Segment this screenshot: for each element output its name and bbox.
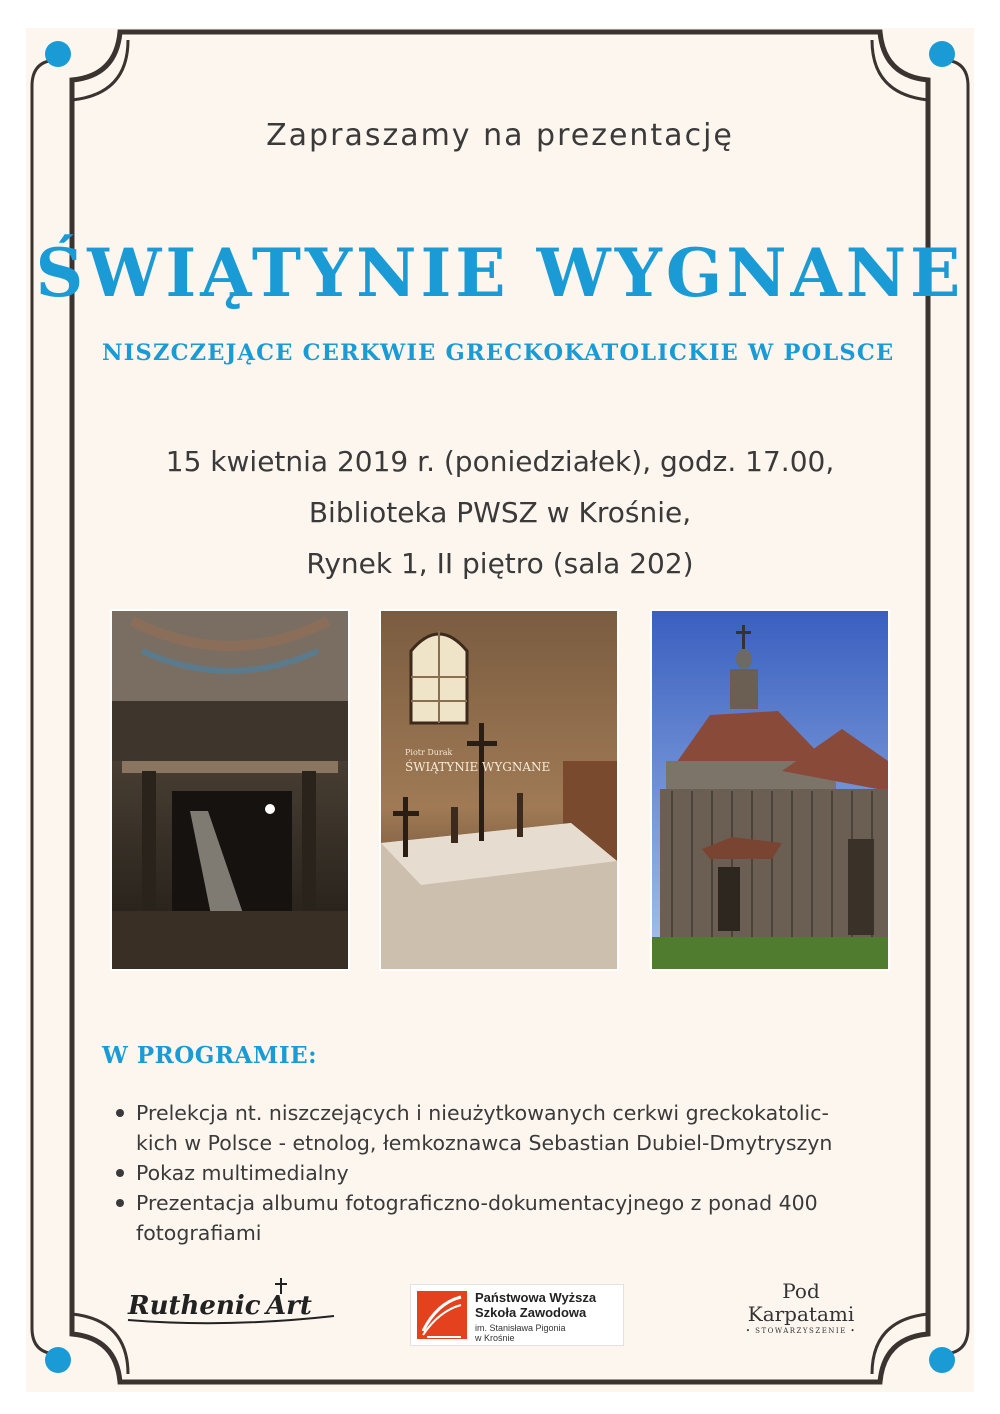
event-details [0, 436, 1000, 589]
program-item: Prelekcja nt. niszczejących i nieużytkowanych cerkwi greckokatolic- kich w Polsce - etnolog, łemkoznawca Sebastian Dubiel-Dmytryszyn [112, 1098, 902, 1158]
pwsz-line4: w Krośnie [475, 1333, 515, 1343]
logo-ruthenic-art [126, 1276, 336, 1332]
event-title: ŚWIĄTYNIE WYGNANE [35, 234, 965, 312]
karpatami-association: • STOWARZYSZENIE • [745, 1327, 857, 1335]
bullet-icon [116, 1109, 124, 1117]
photo-church-interior [110, 609, 350, 971]
corner-dot-top-left [45, 41, 71, 67]
event-address: Rynek 1, II piętro (sala 202) [306, 547, 694, 580]
logo-pod-karpatami [736, 1280, 866, 1346]
karpatami-name: Karpatami [747, 1302, 855, 1326]
event-date: 15 kwietnia 2019 r. (poniedziałek), godz. 17.00, [165, 445, 835, 478]
corner-dot-bottom-right [929, 1347, 955, 1373]
bullet-icon [116, 1169, 124, 1177]
corner-dot-bottom-left [45, 1347, 71, 1373]
photo-church-exterior [650, 609, 890, 971]
event-venue: Biblioteka PWSZ w Krośnie, [308, 496, 692, 529]
event-subtitle: NISZCZEJĄCE CERKWIE GRECKOKATOLICKIE W POLSCE [102, 340, 895, 366]
svg-text:Art: Art [266, 1291, 312, 1321]
bullet-icon [116, 1199, 124, 1207]
photo-book-cover [379, 609, 619, 971]
program-list [112, 1098, 902, 1248]
logo-pwsz [410, 1284, 624, 1346]
book-author: Piotr Durak [405, 748, 453, 757]
book-title: ŚWIĄTYNIE WYGNANE [405, 760, 551, 774]
program-item: Prezentacja albumu fotograficzno-dokumentacyjnego z ponad 400 fotografiami [112, 1188, 902, 1248]
svg-text:Ruthenic: Ruthenic [128, 1291, 261, 1321]
program-item: Pokaz multimedialny [112, 1158, 902, 1188]
pwsz-mark-icon [417, 1291, 467, 1339]
program-heading: W PROGRAMIE: [102, 1042, 318, 1069]
pwsz-line3: im. Stanisława Pigonia [475, 1323, 566, 1333]
pwsz-line2: Szkoła Zawodowa [475, 1305, 587, 1320]
corner-dot-top-right [929, 41, 955, 67]
pwsz-line1: Państwowa Wyższa [475, 1290, 597, 1305]
intro-text: Zapraszamy na prezentację [266, 118, 734, 153]
karpatami-pod: Pod [782, 1279, 820, 1303]
